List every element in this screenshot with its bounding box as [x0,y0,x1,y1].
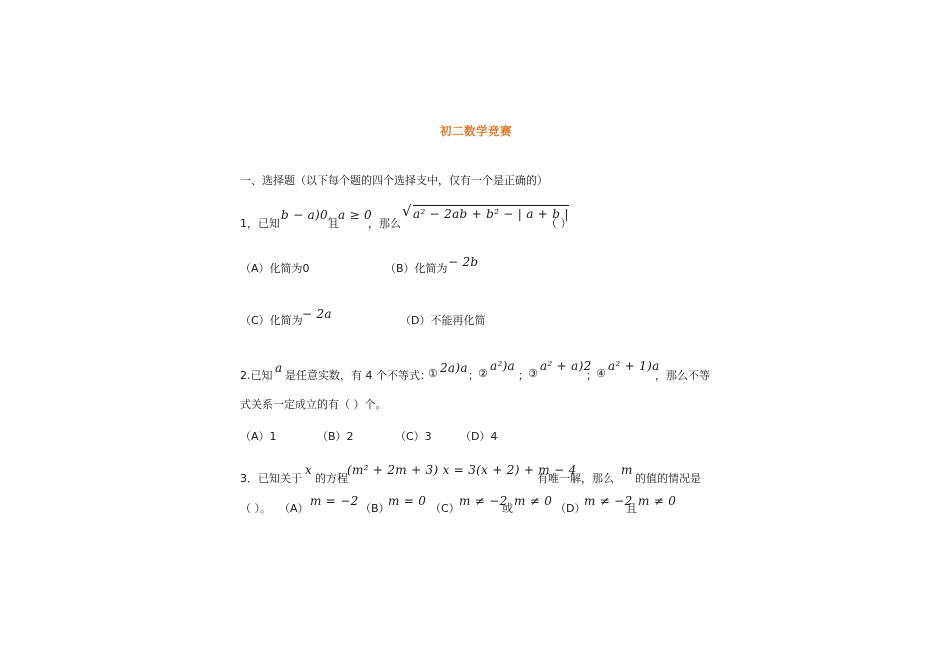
q3-option-a-label: （A） [279,502,309,515]
q3-option-c-or: 或 [502,502,513,515]
q2-ineq-1-mark: ① [428,367,438,380]
q1-option-d: （D）不能再化简 [400,314,486,327]
q2-option-b: （B）2 [317,430,354,443]
q1-option-c-label: （C）化简为 [240,314,303,327]
q2-tail: ，那么不等 [655,369,710,382]
q2-option-d: （D）4 [460,430,498,443]
q2-option-c: （C）3 [395,430,432,443]
q2-ineq-4: a² + 1)a [608,359,660,373]
q1-answer-paren: （ ） [546,217,572,230]
q2-sep-3: ； [586,369,597,382]
q1-option-b-label: （B）化简为 [385,262,448,275]
q2-intro: 2.已知 [240,369,273,382]
q3-option-b-label: （B） [360,502,390,515]
q3-var-m: m [621,463,633,477]
q3-equation: (m² + 2m + 3) x = 3(x + 2) + m − 4 [347,463,577,477]
q3-intro: 3．已知关于 [240,472,302,485]
q2-var-a: a [275,361,283,375]
q2-option-a: （A）1 [240,430,277,443]
q3-option-a-math: m = −2 [310,494,359,508]
q1-condition-2: a ≥ 0 [338,208,372,222]
q2-sep-2: ； [518,369,529,382]
q2-sep-1: ； [468,369,479,382]
q3-option-d-and: 且 [626,502,637,515]
q3-mid: 的方程 [315,472,348,485]
q3-option-b-math: m = 0 [388,494,427,508]
q1-condition-1: b − a)0, [281,208,333,222]
q3-tail: 的值的情况是 [635,472,701,485]
q2-ineq-2-mark: ② [478,367,488,380]
q1-option-b-math: − 2b [448,255,479,269]
q3-option-d-math-2: m ≠ 0 [638,494,677,508]
q2-ineq-3-mark: ③ [528,367,538,380]
q3-answer-paren: （ ）。 [240,502,271,515]
q2-ineq-4-mark: ④ [596,367,606,380]
q2-mid: 是任意实数，有 4 个不等式： [285,369,431,382]
q2-ineq-3: a² + a)2 [540,359,592,373]
q3-option-d-math-1: m ≠ −2 [584,494,633,508]
q1-then: ，那么 [368,217,401,230]
q1-expression: a² − 2ab + b² − | a + b | [413,207,569,221]
q3-mid-2: 有唯一解，那么 [537,472,614,485]
q1-number: 1，已知 [240,217,280,230]
q3-var-x: x [305,463,313,477]
q1-option-a: （A）化简为0 [240,262,310,275]
q1-option-c-math: − 2a [302,307,332,321]
q3-option-c-math-1: m ≠ −2 [459,494,508,508]
q1-and: 且 [328,217,339,230]
section-heading: 一、选择题（以下每个题的四个选择支中，仅有一个是正确的） [240,174,548,187]
q2-line-2: 式关系一定成立的有（ ）个。 [240,398,387,411]
q3-option-c-math-2: m ≠ 0 [514,494,553,508]
sqrt-icon: √ [402,202,412,220]
q3-option-c-label: （C） [430,502,460,515]
q2-ineq-1: 2a)a [440,361,468,375]
page-title: 初二数学竞赛 [440,124,512,138]
q2-ineq-2: a²)a [490,359,516,373]
q3-option-d-label: （D） [555,502,586,515]
